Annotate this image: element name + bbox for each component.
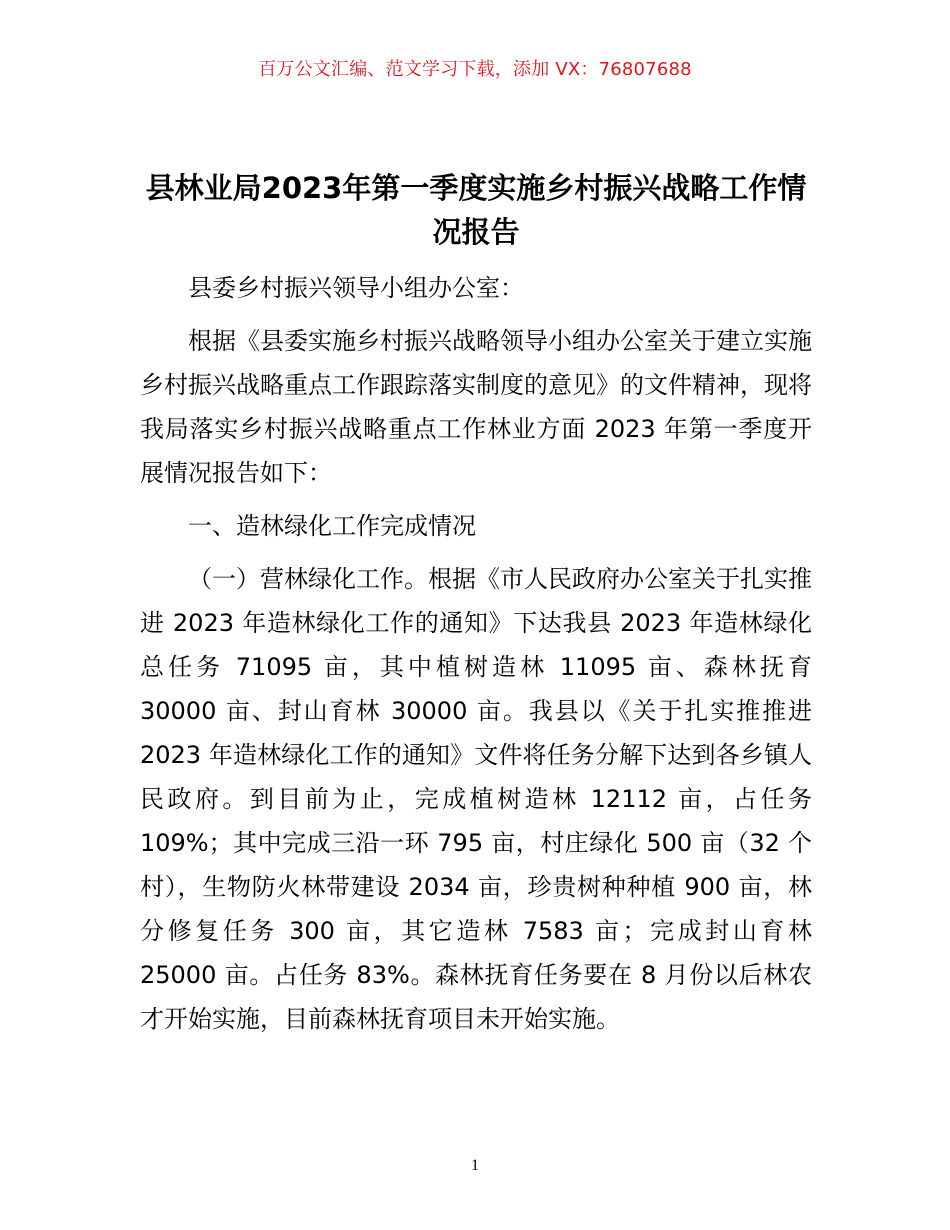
header-contact-note: 百万公文汇编、范文学习下载，添加 VX：76807688 bbox=[258, 59, 692, 80]
page-number: 1 bbox=[471, 1157, 479, 1174]
section-heading: 一、造林绿化工作完成情况 bbox=[188, 512, 476, 540]
intro-paragraph: 根据《县委实施乡村振兴战略领导小组办公室关于建立实施乡村振兴战略重点工作跟踪落实制度的意见》的文件精神，现将我局落实乡村振兴战略重点工作林业方面 2023 年第一季度开展情况报告如下： bbox=[140, 327, 812, 487]
document-title: 县林业局2023年第一季度实施乡村振兴战略工作情况报告 bbox=[145, 171, 807, 249]
section-paragraph: （一）营林绿化工作。根据《市人民政府办公室关于扎实推进 2023 年造林绿化工作的通知》下达我县 2023 年造林绿化总任务 71095 亩，其中植树造林 11095 亩、森林抚育 30000 亩、封山育林 30000 亩。我县以《关于扎实推推进 2023 年造林绿化工作的通知》文件将任务分解下达到各乡镇人民政府。到目前为止，完成植树造林 12112 亩，占任务 109%；其中完成三沿一环 795 亩，村庄绿化 500 亩（32 个村），生物防火林带建设 2034 亩，珍贵树种种植 900 亩，林分修复任务 300 亩，其它造林 7583 亩；完成封山育林 25000 亩。占任务 83%。森林抚育任务要在 8 月份以后林农才开始实施，目前森林抚育项目未开始实施。 bbox=[140, 565, 812, 1033]
salutation: 县委乡村振兴领导小组办公室： bbox=[188, 274, 524, 302]
document-body bbox=[140, 266, 812, 1050]
